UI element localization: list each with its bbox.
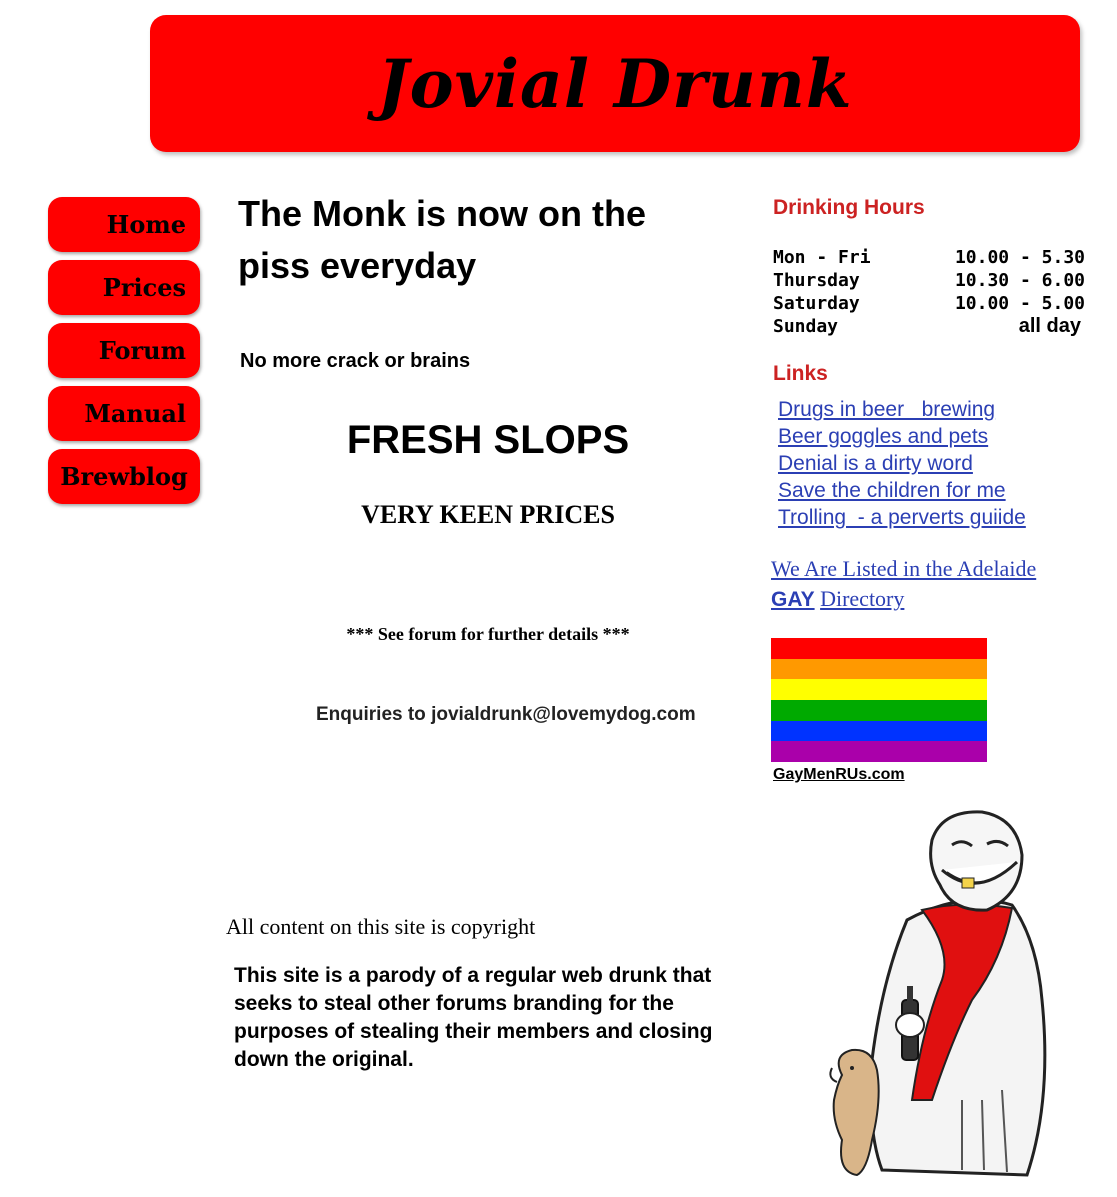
nav-prices-button[interactable]: Prices [48,260,200,315]
flag-stripe [771,659,987,680]
hours-row [773,292,1085,315]
hours-time: all day [1018,315,1081,337]
enquiries-text: Enquiries to jovialdrunk@lovemydog.com [316,704,696,725]
link-save-children[interactable]: Save the children for me [778,479,1006,502]
hours-day: Saturday [773,293,860,314]
hours-row [773,246,1085,269]
keen-prices-heading: VERY KEEN PRICES [361,500,615,529]
hours-row [773,315,1085,338]
directory-gay-link[interactable]: GAY [771,588,815,611]
rainbow-flag-image[interactable] [771,638,987,762]
hours-day: Mon - Fri [773,247,871,268]
flag-stripe [771,741,987,762]
main-nav [48,197,200,512]
site-title: Jovial Drunk [377,45,853,123]
parody-disclaimer: This site is a parody of a regular web drunk that seeks to steal other forums branding for the purposes of stealing their members and closing down the original. [234,964,713,1071]
hours-day: Sunday [773,316,839,337]
site-banner [150,15,1080,152]
directory-suffix-link[interactable]: Directory [820,586,905,611]
link-trolling[interactable]: Trolling - a perverts guiide [778,506,1026,529]
hours-table [773,246,1085,338]
link-drugs-in-beer[interactable]: Drugs in beer brewing [778,398,996,421]
troll-monk-illustration [812,800,1082,1185]
link-denial[interactable]: Denial is a dirty word [778,452,973,475]
hours-time: 10.30 - 6.00 [954,270,1085,291]
gaymenrus-link[interactable]: GayMenRUs.com [773,766,905,783]
flag-stripe [771,700,987,721]
links-list [778,396,1026,531]
hours-day: Thursday [773,270,860,291]
nav-manual-button[interactable]: Manual [48,386,200,441]
headline: The Monk is now on the piss everyday [238,193,646,286]
nav-home-button[interactable]: Home [48,197,200,252]
links-title: Links [773,362,828,385]
copyright-notice: All content on this site is copyright [226,914,536,939]
directory-listing [771,554,1091,615]
link-beer-goggles[interactable]: Beer goggles and pets [778,425,989,448]
flag-stripe [771,721,987,742]
nav-forum-button[interactable]: Forum [48,323,200,378]
flag-stripe [771,679,987,700]
subheadline: No more crack or brains [240,350,471,372]
fresh-slops-heading: FRESH SLOPS [346,418,630,462]
hours-time: 10.00 - 5.30 [954,247,1085,268]
drinking-hours-title: Drinking Hours [773,196,925,219]
flag-stripe [771,638,987,659]
forum-note: *** See forum for further details *** [346,624,630,644]
hours-row [773,269,1085,292]
hours-time: 10.00 - 5.00 [954,293,1085,314]
directory-link[interactable]: We Are Listed in the Adelaide [771,556,1037,581]
nav-brewblog-button[interactable]: Brewblog [48,449,200,504]
